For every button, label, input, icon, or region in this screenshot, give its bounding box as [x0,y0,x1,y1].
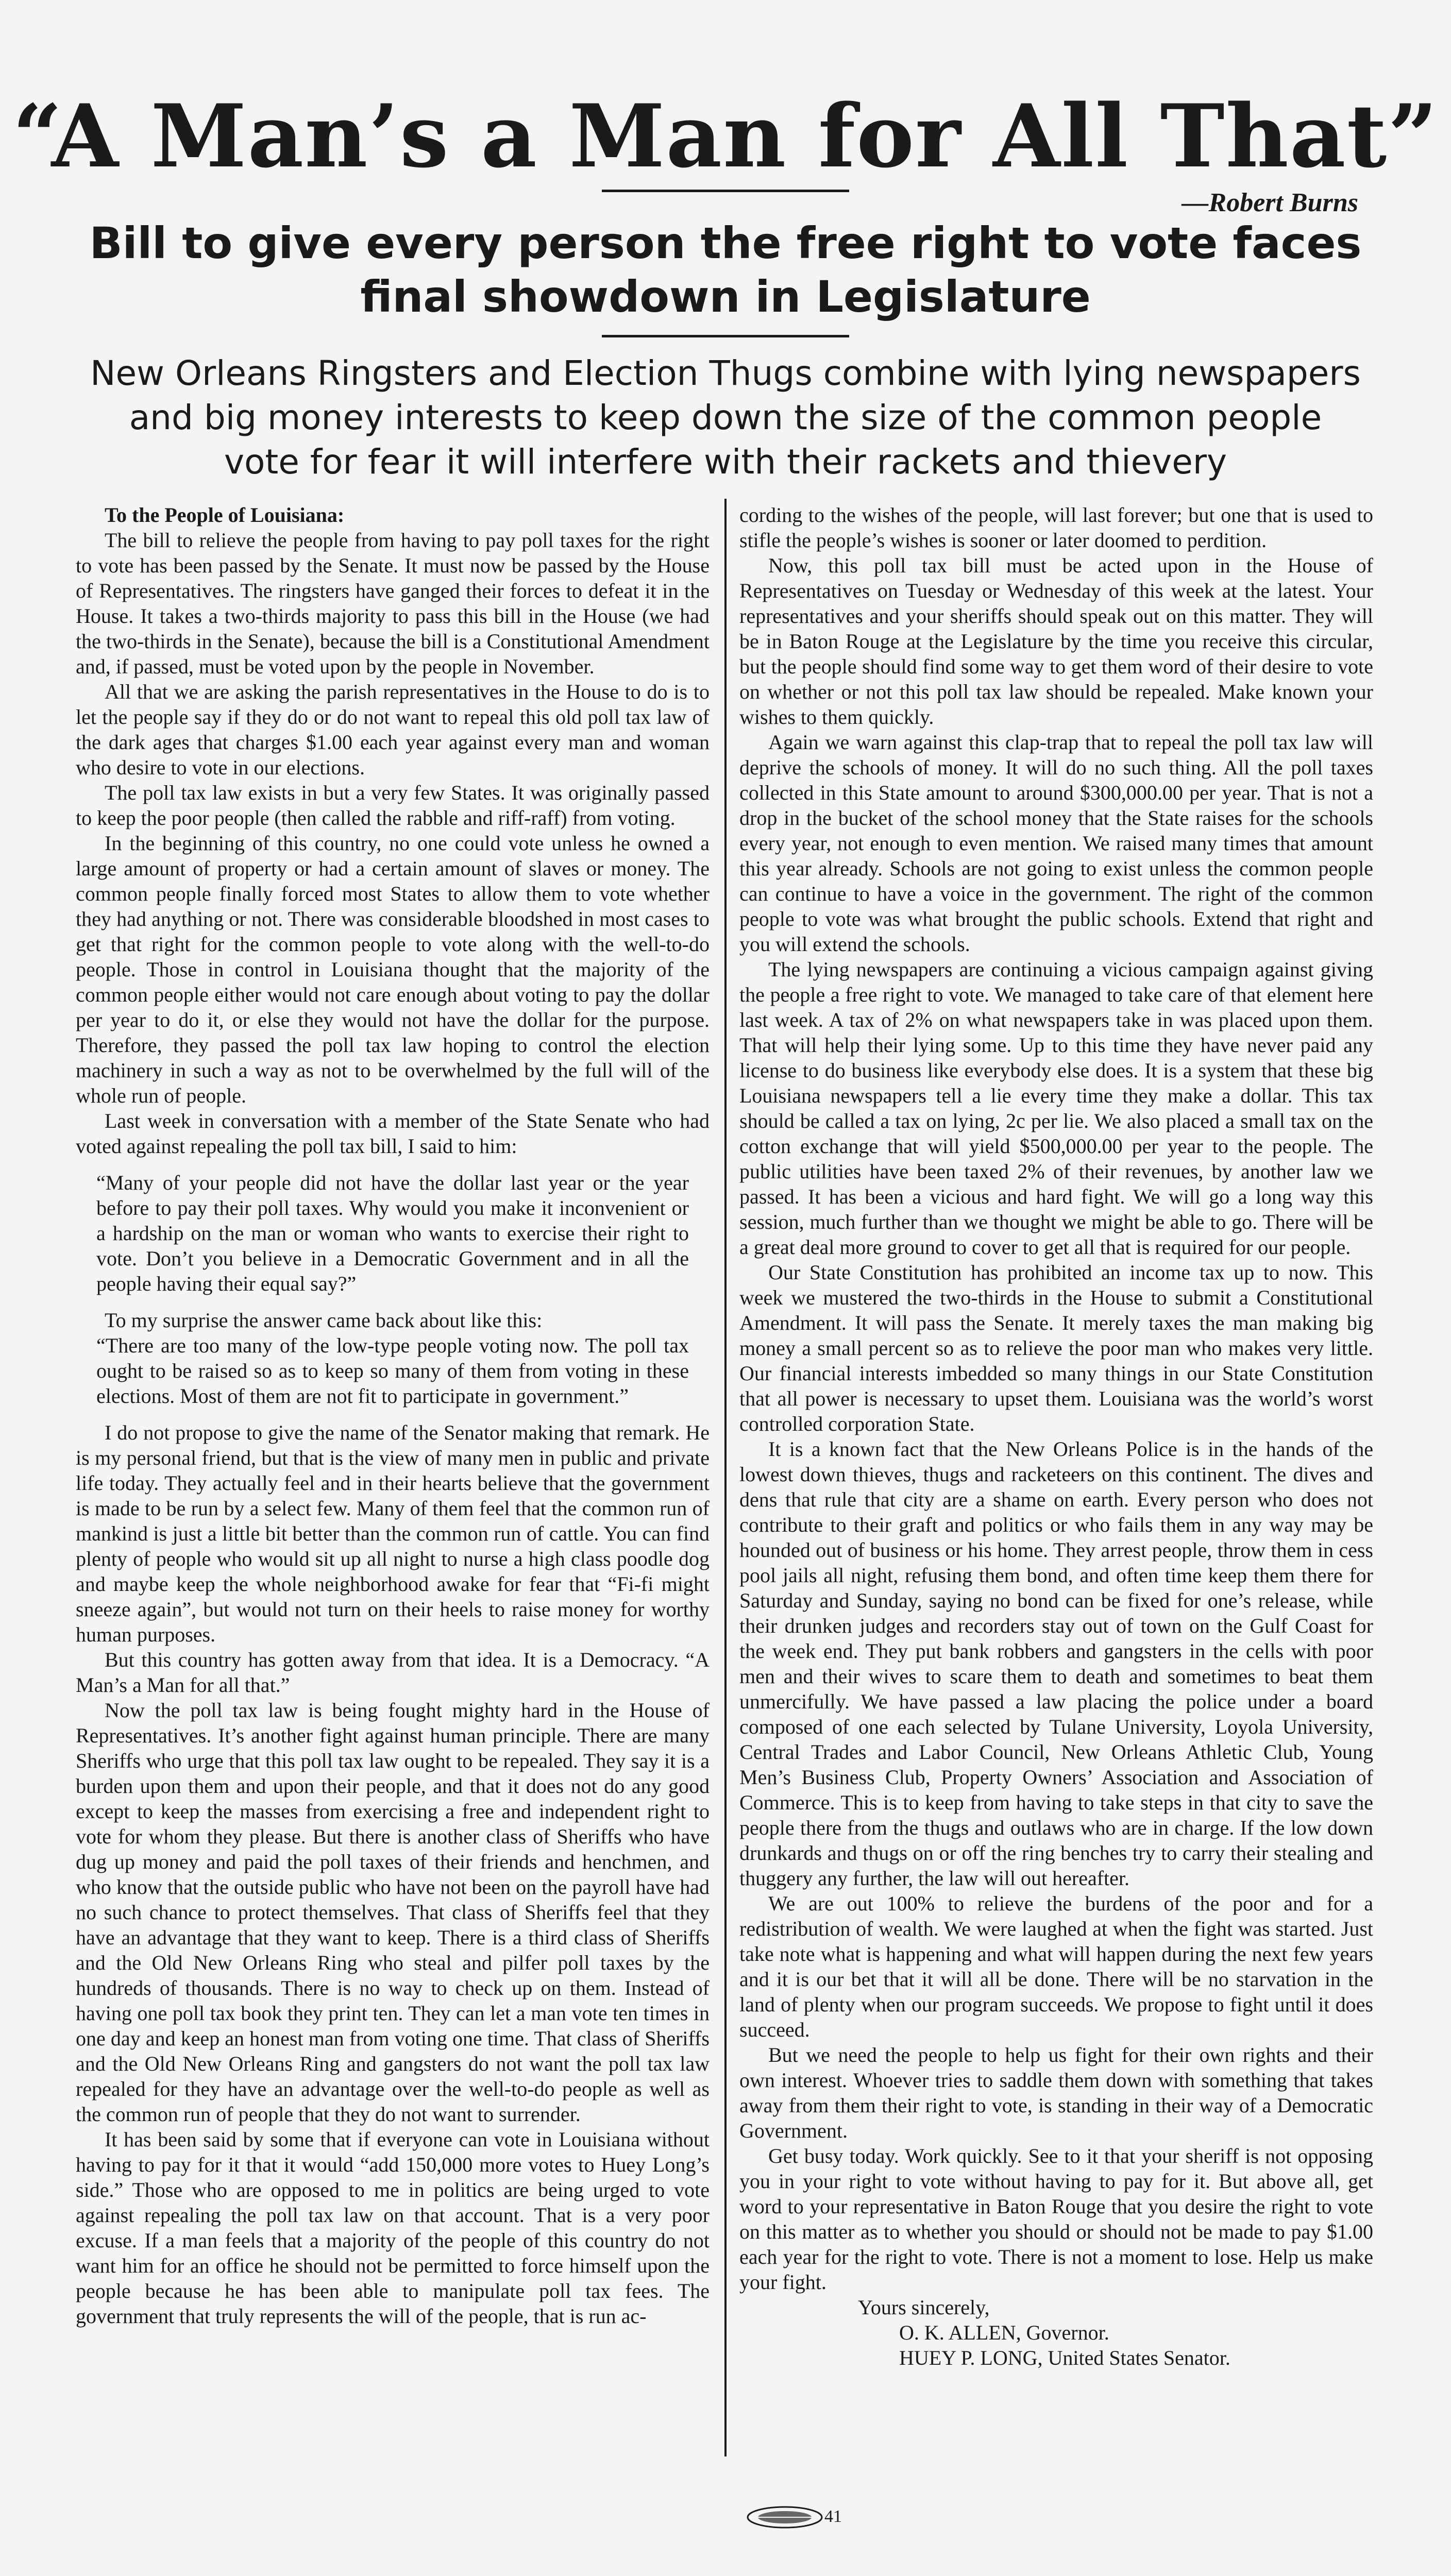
body-paragraph: But this country has gotten away from that idea. It is a Democracy. “A Man’s a Man for all that.” [76,1648,710,1697]
deck-line: and big money interests to keep down the size of the common people [129,398,1322,437]
deck-line: vote for fear it will interfere with their rackets and thievery [224,442,1227,482]
attribution: —Robert Burns [1182,188,1358,217]
body-paragraph: It has been said by some that if everyone can vote in Louisiana without having to pay for it that it would “add 150,000 more votes to Huey Long’s side.” Those who are opposed to me in politics are being urged to vote against repealing the poll tax law on that account. That is a very poor excuse. If a man feels that a majority of the people of this country do not want him for an office he should not be permitted to force himself upon the people because he has been able to manipulate poll tax fees. The government that truly represents the will of the people, that is run ac- [76,2128,710,2328]
deck [77,351,1374,484]
body-paragraph: In the beginning of this country, no one could vote unless he owned a large amount of property or had a certain amount of slaves or money. The common people finally forced most States to allow them to vote whether they had anything or not. There was considerable bloodshed in most cases to get that right for the common people to vote along with the well-to-do people. Those in control in Louisiana thought that the majority of the common people either would not care enough about voting to pay the dollar per year to do it, or else they would not have the dollar for the purpose. Therefore, they passed the poll tax law hoping to control the election machinery in such a way as not to be overwhelmed by the full will of the whole run of people. [76,832,710,1107]
body-paragraph: But we need the people to help us fight for their own rights and their own interest. Whoever tries to saddle them down with something that takes away from them their right to vote, is standing in their way of a Democratic Government. [739,2043,1373,2142]
union-number: 41 [824,2507,842,2526]
body-paragraph: Now the poll tax law is being fought mighty hard in the House of Representatives. It’s another fight against human principle. There are many Sheriffs who urge that this poll tax law ought to be repealed. They say it is a burden upon them and upon their people, and that it does not do any good except to keep the masses from exercising a free and independent right to vote for whom they please. But there is another class of Sheriffs who have dug up money and paid the poll taxes of their friends and henchmen, and who know that the outside public who have not been on the payroll have had no such chance to protect themselves. That class of Sheriffs feel that they have an advantage that they want to keep. There is a third class of Sheriffs and the Old New Orleans Ring who steal and pilfer poll taxes by the hundreds of thousands. There is no way to check up on them. Instead of having one poll tax book they print ten. They can let a man vote ten times in one day and keep an honest man from voting one time. That class of Sheriffs and the Old New Orleans Ring and gangsters do not want the poll tax law repealed for they have an advantage over the well-to-do people as well as the common run of people that they do not want to surrender. [76,1699,710,2126]
body-paragraph: Last week in conversation with a member of the State Senate who had voted against repealing the poll tax bill, I said to him: [76,1109,710,1158]
left-column [76,502,710,2329]
subhead [77,216,1374,324]
signature-long: HUEY P. LONG, United States Senator. [899,2346,1230,2369]
salutation: To the People of Louisiana: [105,503,345,527]
body-paragraph: Our State Constitution has prohibited an income tax up to now. This week we mustered the two-thirds in the House to submit a Constitutional Amendment. It will pass the Senate. It merely taxes the man making big money a small percent so as to relieve the poor man who makes very little. Our financial interests imbedded so many things in our State Constitution that all power is necessary to upset them. Louisiana was the world’s worst controlled corporation State. [739,1261,1373,1435]
deck-line: New Orleans Ringsters and Election Thugs combine with lying newspapers [90,353,1361,393]
headline-rule [602,190,849,192]
signature-allen: O. K. ALLEN, Governor. [899,2321,1109,2344]
quote-text: “There are too many of the low-type people voting now. The poll tax ought to be raised so as to keep so many of them from voting in these elections. Most of them are not fit to participate in government.” [96,1334,689,1408]
headline: “A Man’s a Man for All That” [12,85,1439,187]
closing-block [739,2295,1373,2370]
subhead-rule [602,335,849,337]
right-column [739,502,1373,2370]
body-paragraph: Get busy today. Work quickly. See to it that your sheriff is not opposing you in your right to vote without having to pay for it. But above all, get word to your representative in Baton Rouge that you desire the right to vote on this matter as to whether you should or should not be made to pay $1.00 each year for the right to vote. There is not a moment to lose. Help us make your fight. [739,2144,1373,2294]
subhead-line: final showdown in Legislature [360,272,1091,322]
body-paragraph: Again we warn against this clap-trap that to repeal the poll tax law will deprive the schools of money. It will do no such thing. All the poll taxes collected in this State amount to around $300,000.00 per year. That is not a drop in the bucket of the school money that the State raises for the schools every year, not enough to even mention. We raised many times that amount this year already. Schools are not going to exist unless the common people can continue to have a voice in the government. The right of the common people to vote was what brought the public schools. Extend that right and you will extend the schools. [739,731,1373,956]
block-quote [96,1170,689,1296]
body-paragraph: The poll tax law exists in but a very few States. It was originally passed to keep the poor people (then called the rabble and riff-raff) from voting. [76,781,710,829]
body-paragraph: I do not propose to give the name of the Senator making that remark. He is my personal friend, but that is the view of many men in public and private life today. They actually feel and in their hearts believe that the government is made to be run by a select few. Many of them feel that the common run of mankind is just a little bit better than the common run of cattle. You can find plenty of people who would sit up all night to nurse a high class poodle dog and maybe keep the whole neighborhood awake for fear that “Fi-fi might sneeze again”, but would not turn on their heels to raise money for worthy human purposes. [76,1421,710,1646]
body-paragraph: To my surprise the answer came back about like this: [105,1309,543,1332]
block-quote [96,1333,689,1409]
closing: Yours sincerely, [858,2296,990,2319]
body-paragraph: Now, this poll tax bill must be acted upon in the House of Representatives on Tuesday or Wednesday of this week at the latest. Your representatives and your sheriffs should speak out on this matter. They will be in Baton Rouge at the Legislature by the time you receive this circular, but the people should find some way to get them word of their desire to vote on whether or not this poll tax law should be repealed. Make known your wishes to them quickly. [739,554,1373,728]
body-paragraph: It is a known fact that the New Orleans Police is in the hands of the lowest down thieves, thugs and racketeers on this continent. The dives and dens that rule that city are a shame on earth. Every person who does not contribute to their graft and politics or who fails them in any way may be hounded out of business or his home. They arrest people, throw them in cess pool jails all night, refusing them bond, and often time keep them there for Saturday and Sunday, saying no bond can be fixed for one’s release, while their drunken judges and recorders stay out of town on the Gulf Coast for the week end. They put bank robbers and gangsters in the cells with poor men and their wives to scare them to death and sometimes to beat them unmercifully. We have passed a law placing the police under a board composed of one each selected by Tulane University, Loyola University, Central Trades and Labor Council, New Orleans Athletic Club, Young Men’s Business Club, Property Owners’ Association and Association of Commerce. This is to keep from having to take steps in that city to save the people there from the thugs and outlaws who are in charge. If the low down drunkards and thugs on or off the ring benches try to carry their stealing and thuggery any further, the law will out hereafter. [739,1437,1373,1890]
quote-text: “Many of your people did not have the dollar last year or the year before to pay their poll taxes. Why would you make it inconvenient or a hardship on the man or woman who wants to exercise their right to vote. Don’t you believe in a Democratic Government and in all the people having their equal say?” [96,1171,689,1295]
column-divider [724,499,727,2456]
body-paragraph: We are out 100% to relieve the burdens of the poor and for a redistribution of wealth. We were laughed at when the fight was started. Just take note what is happening and what will happen during the next few years and it is our bet that it will all be done. There will be no starvation in the land of plenty when our program succeeds. We propose to fight until it does succeed. [739,1892,1373,2041]
body-paragraph: All that we are asking the parish representatives in the House to do is to let the people say if they do or do not want to repeal this old poll tax law of the dark ages that charges $1.00 each year against every man and woman who desire to vote in our elections. [76,680,710,779]
subhead-line: Bill to give every person the free right to vote faces [89,218,1362,268]
body-paragraph: The bill to relieve the people from having to pay poll taxes for the right to vote has been passed by the Senate. It must now be passed by the House of Representatives. The ringsters have ganged their forces to defeat it in the House. It takes a two-thirds majority to pass this bill in the House (we had the two-thirds in the Senate), because the bill is a Constitutional Amendment and, if passed, must be voted upon by the people in November. [76,529,710,678]
body-paragraph: cording to the wishes of the people, will last forever; but one that is used to stifle the people’s wishes is sooner or later doomed to perdition. [739,503,1373,552]
union-label-icon [746,2505,823,2530]
body-paragraph: The lying newspapers are continuing a vicious campaign against giving the people a free right to vote. We managed to take care of that element here last week. A tax of 2% on what newspapers take in was placed upon them. That will help their lying some. Up to this time they have never paid any license to do business like everybody else does. It is a system that these big Louisiana newspapers tell a lie every time they make a dollar. This tax should be called a tax on lying, 2c per lie. We also placed a small tax on the cotton exchange that will yield $500,000.00 per year to the people. The public utilities have been taxed 2% of their revenues, by another law we passed. It has been a vicious and hard fight. We will go a long way this session, much further than we thought we might be able to go. There will be a great deal more ground to cover to get all that is required for our people. [739,958,1373,1259]
